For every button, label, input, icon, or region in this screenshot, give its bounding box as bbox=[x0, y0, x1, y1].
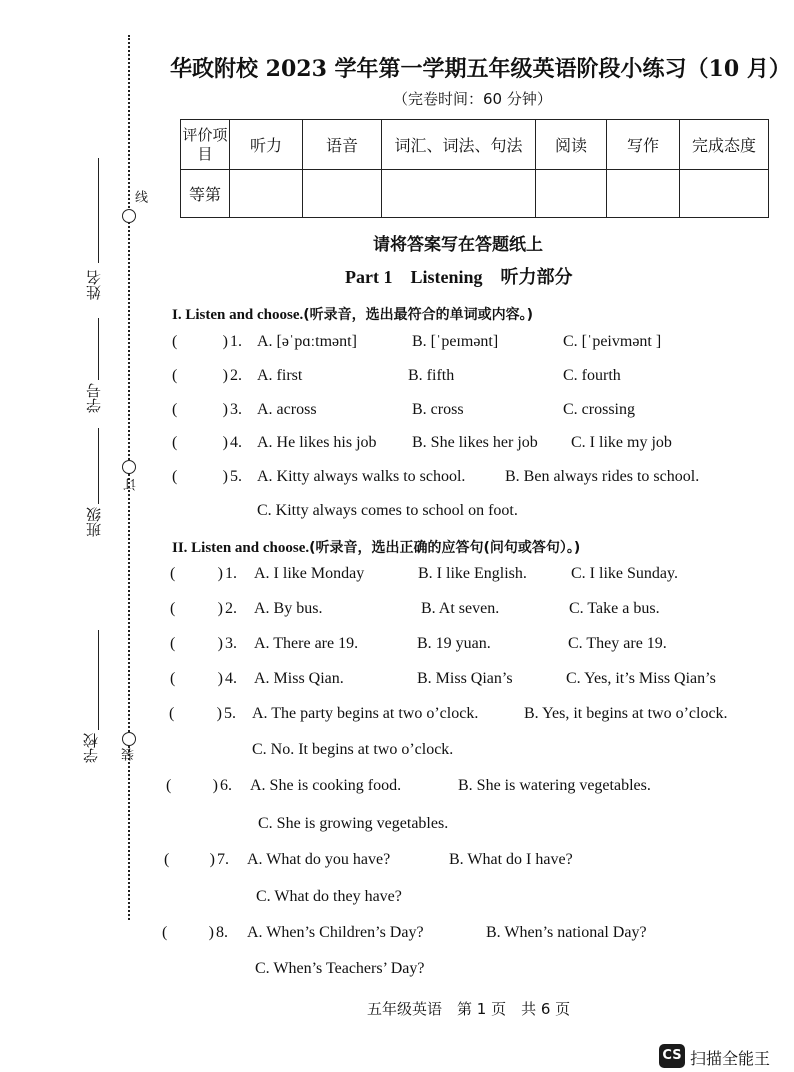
option-a: A. There are 19. bbox=[254, 635, 359, 652]
option-b: B. [ˈpeɪmənt] bbox=[412, 333, 499, 350]
option-c: C. [ˈpeivmənt ] bbox=[563, 333, 662, 350]
scanner-name: 扫描全能王 bbox=[690, 1049, 771, 1068]
question-number: 3. bbox=[225, 635, 237, 652]
answer-sheet-instruction: 请将答案写在答题纸上 bbox=[373, 235, 543, 255]
class-line bbox=[98, 428, 99, 504]
question-number: 7. bbox=[217, 851, 229, 868]
option-c: C. Kitty always comes to school on foot. bbox=[257, 502, 518, 519]
option-b: B. I like English. bbox=[418, 565, 527, 582]
question-number: 4. bbox=[230, 434, 242, 451]
col-writing: 写作 bbox=[607, 120, 680, 170]
question-number: 2. bbox=[225, 600, 237, 617]
scanner-logo: CS bbox=[659, 1044, 685, 1068]
col-attitude: 完成态度 bbox=[680, 120, 769, 170]
option-a: A. Miss Qian. bbox=[254, 670, 344, 687]
binding-circle-top bbox=[122, 209, 136, 223]
col-vocab-grammar: 词汇、词法、句法 bbox=[382, 120, 536, 170]
option-c: C. She is growing vegetables. bbox=[258, 815, 449, 832]
answer-bracket[interactable]: ( ) bbox=[170, 670, 223, 687]
col-listening: 听力 bbox=[230, 120, 303, 170]
binding-circle-bottom bbox=[122, 732, 136, 746]
part-title: Part 1 Listening 听力部分 bbox=[345, 267, 573, 287]
question-number: 3. bbox=[230, 401, 242, 418]
question-number: 5. bbox=[230, 468, 242, 485]
binding-circle-middle bbox=[122, 460, 136, 474]
question-number: 1. bbox=[230, 333, 242, 350]
option-c: C. crossing bbox=[563, 401, 635, 418]
option-c: C. I like Sunday. bbox=[571, 565, 678, 582]
grade-cell bbox=[536, 170, 607, 218]
binding-mark-zhuang: 装 bbox=[122, 748, 137, 761]
option-b: B. Yes, it begins at two o’clock. bbox=[524, 705, 728, 722]
answer-bracket[interactable]: ( ) bbox=[172, 468, 228, 485]
question-number: 2. bbox=[230, 367, 242, 384]
section1-title bbox=[172, 304, 533, 324]
answer-bracket[interactable]: ( ) bbox=[169, 705, 222, 722]
option-a: A. The party begins at two o’clock. bbox=[252, 705, 479, 722]
section2-title bbox=[172, 537, 580, 557]
answer-bracket[interactable]: ( ) bbox=[172, 434, 228, 451]
option-b: B. fifth bbox=[408, 367, 455, 384]
section2-title-cn: (听录音，选出正确的应答句(问句或答句）。) bbox=[309, 540, 581, 556]
binding-mark-line: 线 bbox=[132, 190, 147, 203]
answer-bracket[interactable]: ( ) bbox=[164, 851, 215, 868]
id-line bbox=[98, 318, 99, 380]
option-b: B. She likes her job bbox=[412, 434, 538, 451]
grade-cell bbox=[680, 170, 769, 218]
option-a: A. [əˈpɑːtmənt] bbox=[257, 333, 357, 350]
answer-bracket[interactable]: ( ) bbox=[166, 777, 218, 794]
answer-bracket[interactable]: ( ) bbox=[172, 367, 228, 384]
col-phonetics: 语音 bbox=[303, 120, 382, 170]
option-b: B. Miss Qian’s bbox=[417, 670, 513, 687]
option-a: A. She is cooking food. bbox=[250, 777, 402, 794]
name-label: 姓名 bbox=[85, 270, 103, 300]
row-label-grade: 等第 bbox=[181, 170, 230, 218]
exam-title: 华政附校 2023 学年第一学期五年级英语阶段小练习（10 月） bbox=[170, 56, 791, 82]
option-c: C. No. It begins at two o’clock. bbox=[252, 741, 454, 758]
option-b: B. At seven. bbox=[421, 600, 500, 617]
section1-title-en: I. Listen and choose. bbox=[172, 307, 304, 323]
answer-bracket[interactable]: ( ) bbox=[162, 924, 214, 941]
page-footer: 五年级英语 第 1 页 共 6 页 bbox=[367, 1000, 571, 1018]
answer-bracket[interactable]: ( ) bbox=[170, 600, 223, 617]
option-a: A. What do you have? bbox=[247, 851, 391, 868]
school-line bbox=[98, 630, 99, 730]
answer-bracket[interactable]: ( ) bbox=[170, 635, 223, 652]
option-c: C. I like my job bbox=[571, 434, 672, 451]
section2-title-en: II. Listen and choose. bbox=[172, 540, 310, 556]
option-b: B. When’s national Day? bbox=[486, 924, 647, 941]
option-a: A. When’s Children’s Day? bbox=[247, 924, 424, 941]
option-b: B. She is watering vegetables. bbox=[458, 777, 651, 794]
question-number: 1. bbox=[225, 565, 237, 582]
grade-cell bbox=[230, 170, 303, 218]
col-reading: 阅读 bbox=[536, 120, 607, 170]
question-number: 4. bbox=[225, 670, 237, 687]
option-a: A. Kitty always walks to school. bbox=[257, 468, 466, 485]
option-a: A. across bbox=[257, 401, 317, 418]
name-line bbox=[98, 158, 99, 263]
grade-cell bbox=[303, 170, 382, 218]
time-note: （完卷时间：60 分钟） bbox=[393, 90, 552, 108]
binding-mark-ding: 订 bbox=[124, 478, 139, 491]
option-c: C. Take a bus. bbox=[569, 600, 660, 617]
option-b: B. cross bbox=[412, 401, 464, 418]
option-a: A. I like Monday bbox=[254, 565, 365, 582]
id-label: 学号 bbox=[85, 383, 103, 413]
answer-bracket[interactable]: ( ) bbox=[170, 565, 223, 582]
option-b: B. 19 yuan. bbox=[417, 635, 491, 652]
option-c: C. Yes, it’s Miss Qian’s bbox=[566, 670, 716, 687]
row-label-evaluation: 评价项目 bbox=[181, 120, 230, 170]
question-number: 8. bbox=[216, 924, 228, 941]
option-c: C. They are 19. bbox=[568, 635, 667, 652]
answer-bracket[interactable]: ( ) bbox=[172, 333, 228, 350]
class-label: 班级 bbox=[85, 507, 103, 537]
option-b: B. Ben always rides to school. bbox=[505, 468, 700, 485]
grade-cell bbox=[382, 170, 536, 218]
option-c: C. When’s Teachers’ Day? bbox=[255, 960, 425, 977]
answer-bracket[interactable]: ( ) bbox=[172, 401, 228, 418]
question-number: 6. bbox=[220, 777, 232, 794]
option-c: C. fourth bbox=[563, 367, 621, 384]
option-b: B. What do I have? bbox=[449, 851, 573, 868]
option-a: A. By bus. bbox=[254, 600, 323, 617]
question-number: 5. bbox=[224, 705, 236, 722]
option-a: A. He likes his job bbox=[257, 434, 377, 451]
score-table bbox=[180, 119, 769, 218]
grade-cell bbox=[607, 170, 680, 218]
option-c: C. What do they have? bbox=[256, 888, 402, 905]
school-label: 学校 bbox=[82, 733, 100, 763]
section1-title-cn: (听录音，选出最符合的单词或内容。) bbox=[303, 307, 534, 323]
option-a: A. first bbox=[257, 367, 303, 384]
